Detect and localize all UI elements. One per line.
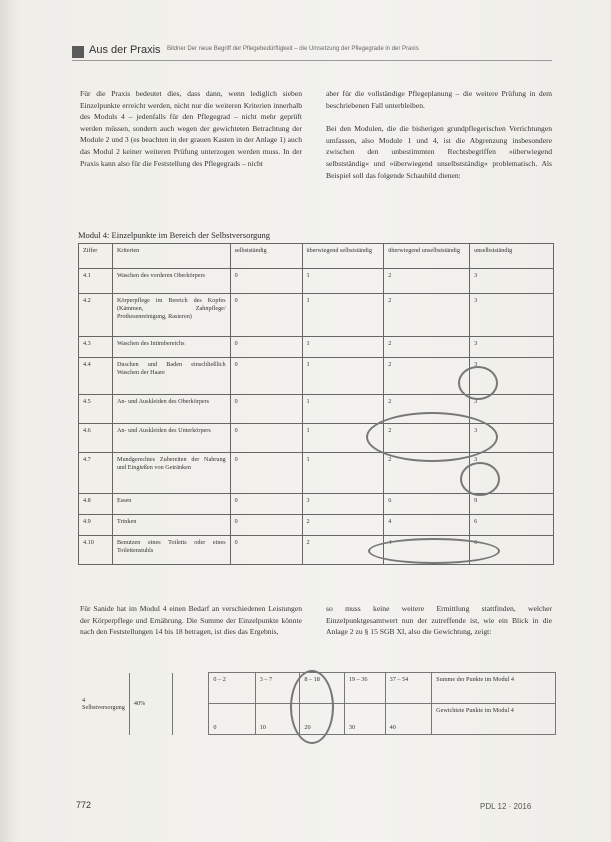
table-caption: Modul 4: Einzelpunkte im Bereich der Selbstversorgung <box>78 230 271 240</box>
score-cell: 3 <box>470 395 554 424</box>
intro-left-column: Für die Praxis bedeutet dies, dass dann, wenn lediglich sieben Einzelpunkte erreicht werden, nicht nur die weiteren Kriterien innerhalb des Moduls 4 – jedenfalls für den Pflegegrad – nicht mehr geprüft werden müssen, sondern auch wegen der gewichteten Betrachtung der Module 2 und 3 (es beachten in der grauen Kasten in der Anlage 1) auch das Modul 2 keiner weiteren Prüfung unterzogen werden muss. In der Praxis kann also für die Feststellung des Pflegegrads – nicht <box>80 89 302 168</box>
score-cell: 1 <box>302 453 384 494</box>
row-number: 4.6 <box>79 424 113 453</box>
score-cell: 9 <box>470 494 554 515</box>
range-cell: 3 – 7 <box>255 673 300 704</box>
intro-right-column <box>326 88 552 181</box>
row-number: 4.9 <box>79 515 113 536</box>
intro-right-paragraph-1: aber für die vollständige Pflegeplanung – die weitere Prüfung in dem beschriebenen Fall unterbleiben. <box>326 89 552 110</box>
module-weight: 40% <box>129 673 172 735</box>
score-cell: 2 <box>384 269 470 294</box>
score-cell: 0 <box>230 358 302 395</box>
page-number: 772 <box>76 800 92 810</box>
annotation-circle <box>366 412 498 462</box>
score-cell: 2 <box>384 424 470 453</box>
score-cell: 2 <box>384 337 470 358</box>
score-cell: 1 <box>302 395 384 424</box>
score-cell: 3 <box>470 453 554 494</box>
score-cell: 0 <box>230 395 302 424</box>
module-4-table <box>78 243 554 565</box>
score-cell: 3 <box>470 269 554 294</box>
score-cell: 3 <box>470 424 554 453</box>
score-cell: 0 <box>230 294 302 337</box>
score-cell: 1 <box>302 269 384 294</box>
header-cell: überwiegend selbstständig <box>302 244 384 269</box>
page-header <box>72 44 552 61</box>
sum-label: Summe der Punkte im Modul 4 <box>432 673 556 704</box>
score-cell: 1 <box>302 294 384 337</box>
criterion-cell: Waschen des Intimbereichs <box>112 337 230 358</box>
criterion-cell: Essen <box>112 494 230 515</box>
score-cell: 1 <box>302 358 384 395</box>
table-row <box>79 269 554 294</box>
section-title: Aus der Praxis <box>89 44 161 56</box>
row-number: 4.2 <box>79 294 113 337</box>
range-cell: 19 – 36 <box>344 673 385 704</box>
score-cell: 3 <box>470 294 554 337</box>
range-cell: 37 – 54 <box>385 673 431 704</box>
score-cell: 4 <box>384 515 470 536</box>
criterion-cell: Duschen und Baden einschließlich Waschen der Haare <box>112 358 230 395</box>
score-cell: 0 <box>230 515 302 536</box>
annotation-circle <box>460 462 500 496</box>
row-number: 4.5 <box>79 395 113 424</box>
score-cell: 6 <box>470 536 554 565</box>
score-cell: 6 <box>470 515 554 536</box>
score-cell: 6 <box>384 494 470 515</box>
criterion-cell: An- und Auskleiden des Unterkörpers <box>112 424 230 453</box>
annotation-circle <box>368 538 500 564</box>
header-cell: überwiegend unselbstständig <box>384 244 470 269</box>
header-cell: unselbstständig <box>470 244 554 269</box>
score-cell: 2 <box>384 453 470 494</box>
table-header-row <box>79 244 554 269</box>
criterion-cell: Waschen des vorderen Oberkörpers <box>112 269 230 294</box>
weighted-cell: 40 <box>385 704 431 735</box>
row-number: 4.4 <box>79 358 113 395</box>
score-cell: 0 <box>230 424 302 453</box>
criterion-cell: Körperpflege im Bereich des Kopfes (Kämmen, Zahnpflege/ Prothesenreinigung, Rasieren) <box>112 294 230 337</box>
after-right-column: so muss keine weitere Ermittlung stattfinden, welcher Einzelpunktgesamtwert nun der zutreffende ist, wie ein Blick in die Anlage 2 zu § 15 SGB XI, also die Gewichtung, zeigt: <box>326 604 552 637</box>
row-number: 4.7 <box>79 453 113 494</box>
table-row <box>79 294 554 337</box>
score-cell: 2 <box>302 536 384 565</box>
criterion-cell: Trinken <box>112 515 230 536</box>
weighted-label: Gewichtete Punkte im Modul 4 <box>432 704 556 735</box>
score-cell: 0 <box>230 453 302 494</box>
range-cell: 0 – 2 <box>209 673 255 704</box>
score-cell: 0 <box>230 494 302 515</box>
criterion-cell: Mundgerechtes Zubereiten der Nahrung und Eingießen von Getränken <box>112 453 230 494</box>
range-cell: 8 – 18 <box>300 673 345 704</box>
score-cell: 2 <box>384 395 470 424</box>
table-row <box>79 494 554 515</box>
after-left-column: Für Sanide hat im Modul 4 einen Bedarf an verschiedenen Leistungen der Körperpflege und Ernährung. Die Summe der Einzelpunkte könnte nach den Feststellungen 14 bis 18 betragen, ist dies das Ergebnis, <box>80 604 302 637</box>
annotation-circle <box>290 670 334 744</box>
weighted-cell: 10 <box>255 704 300 735</box>
score-cell: 1 <box>302 337 384 358</box>
score-cell: 2 <box>384 294 470 337</box>
header-cell: Kriterien <box>112 244 230 269</box>
row-number: 4.1 <box>79 269 113 294</box>
row-number: 4.10 <box>79 536 113 565</box>
section-marker <box>72 46 84 58</box>
annotation-circle <box>458 366 498 400</box>
weighted-cell: 20 <box>300 704 345 735</box>
score-cell: 0 <box>230 269 302 294</box>
intro-right-paragraph-2: Bei den Modulen, die die bisherigen grundpflegerischen Verrichtungen umfassen, also Module 1 und 4, ist die Abgrenzung insbesondere zwischen den unbestimmten Rechtsbegriffen »überwiegend selbstständig« und »überwiegend unselbstständig« problematisch. Als Beispiel soll das folgende Schaubild dienen: <box>326 124 552 180</box>
score-cell: 0 <box>230 536 302 565</box>
row-number: 4.8 <box>79 494 113 515</box>
table-row <box>79 515 554 536</box>
weighted-cell: 30 <box>344 704 385 735</box>
header-cell: selbstständig <box>230 244 302 269</box>
score-cell: 3 <box>470 358 554 395</box>
header-cell: Ziffer <box>79 244 113 269</box>
criterion-cell: Benutzen eines Toiletts oder eines Toilettenstuhls <box>112 536 230 565</box>
weighted-cell: 0 <box>209 704 255 735</box>
module-label: 4 Selbstversorgung <box>78 673 129 735</box>
score-cell: 0 <box>230 337 302 358</box>
row-number: 4.3 <box>79 337 113 358</box>
score-cell: 2 <box>302 515 384 536</box>
score-cell: 1 <box>302 424 384 453</box>
score-cell: 2 <box>384 358 470 395</box>
score-cell: 3 <box>470 337 554 358</box>
table-row <box>79 337 554 358</box>
criterion-cell: An- und Auskleiden des Oberkörpers <box>112 395 230 424</box>
score-cell: 4 <box>384 536 470 565</box>
journal-issue: PDL 12 · 2016 <box>480 802 532 811</box>
score-cell: 3 <box>302 494 384 515</box>
header-subtitle: Bildner Der neue Begriff der Pflegebedürftigkeit – die Umsetzung der Pflegegrade in der Praxis <box>167 46 419 52</box>
